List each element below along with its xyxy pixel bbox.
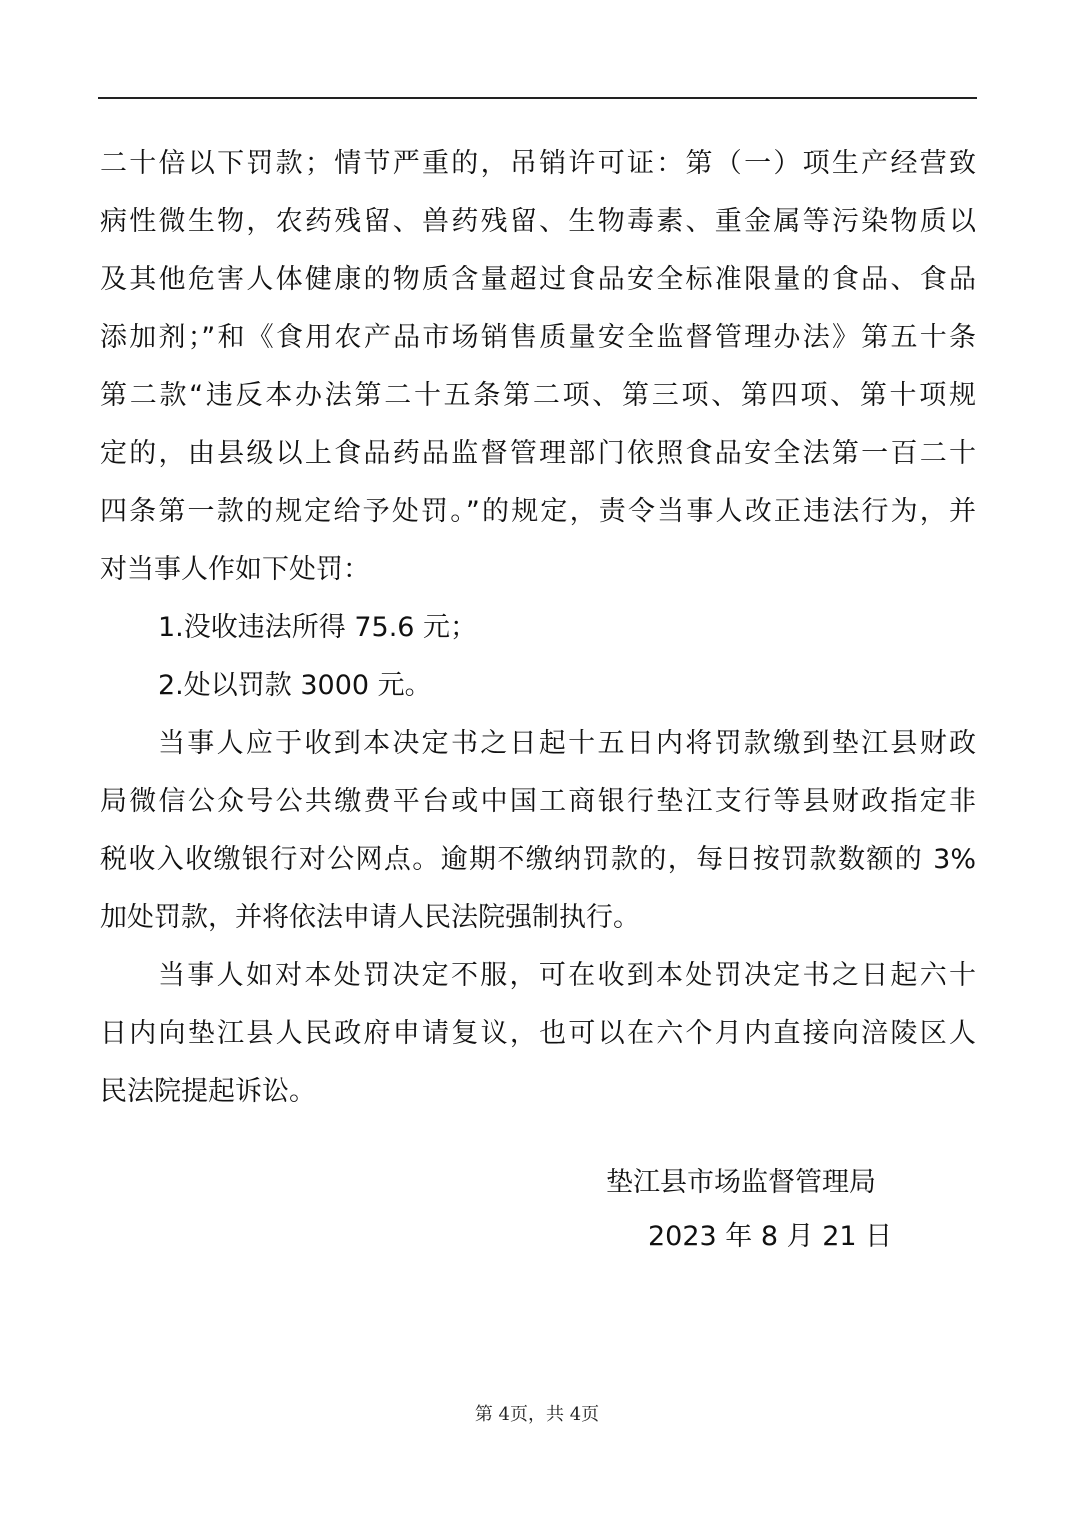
payment-paragraph-line: 加处罚款，并将依法申请人民法院强制执行。 [100,902,640,933]
body-line: 第二款“违反本办法第二十五条第二项、第三项、第四项、第十项规 [100,380,976,411]
body-line: 定的，由县级以上食品药品监督管理部门依照食品安全法第一百二十 [100,438,976,469]
appeal-paragraph-line: 民法院提起诉讼。 [100,1076,316,1107]
body-line: 及其他危害人体健康的物质含量超过食品安全标准限量的食品、食品 [100,264,976,295]
payment-paragraph-line: 当事人应于收到本决定书之日起十五日内将罚款缴到垫江县财政 [158,728,976,759]
payment-paragraph-line: 局微信公众号公共缴费平台或中国工商银行垫江支行等县财政指定非 [100,786,976,817]
penalty-item-1: 1.没收违法所得 75.6 元； [158,612,478,643]
page-number: 第 4页，共 4页 [474,1404,600,1425]
payment-paragraph-line: 税收入收缴银行对公网点。逾期不缴纳罚款的，每日按罚款数额的 3% [100,844,976,875]
body-line: 病性微生物，农药残留、兽药残留、生物毒素、重金属等污染物质以 [100,206,976,237]
body-line: 添加剂；”和《食用农产品市场销售质量安全监督管理办法》第五十条 [100,322,976,353]
penalty-item-2: 2.处以罚款 3000 元。 [158,670,432,701]
header-rule [98,97,977,99]
issuing-authority: 垫江县市场监督管理局 [606,1167,876,1198]
issue-date: 2023 年 8 月 21 日 [648,1221,893,1252]
document-body [100,135,976,1121]
appeal-paragraph-line: 当事人如对本处罚决定不服，可在收到本处罚决定书之日起六十 [158,960,976,991]
body-line: 四条第一款的规定给予处罚。”的规定，责令当事人改正违法行为，并 [100,496,976,527]
body-line: 对当事人作如下处罚： [100,554,370,585]
body-line: 二十倍以下罚款；情节严重的，吊销许可证：第（一）项生产经营致 [100,148,976,179]
appeal-paragraph-line: 日内向垫江县人民政府申请复议，也可以在六个月内直接向涪陵区人 [100,1018,976,1049]
